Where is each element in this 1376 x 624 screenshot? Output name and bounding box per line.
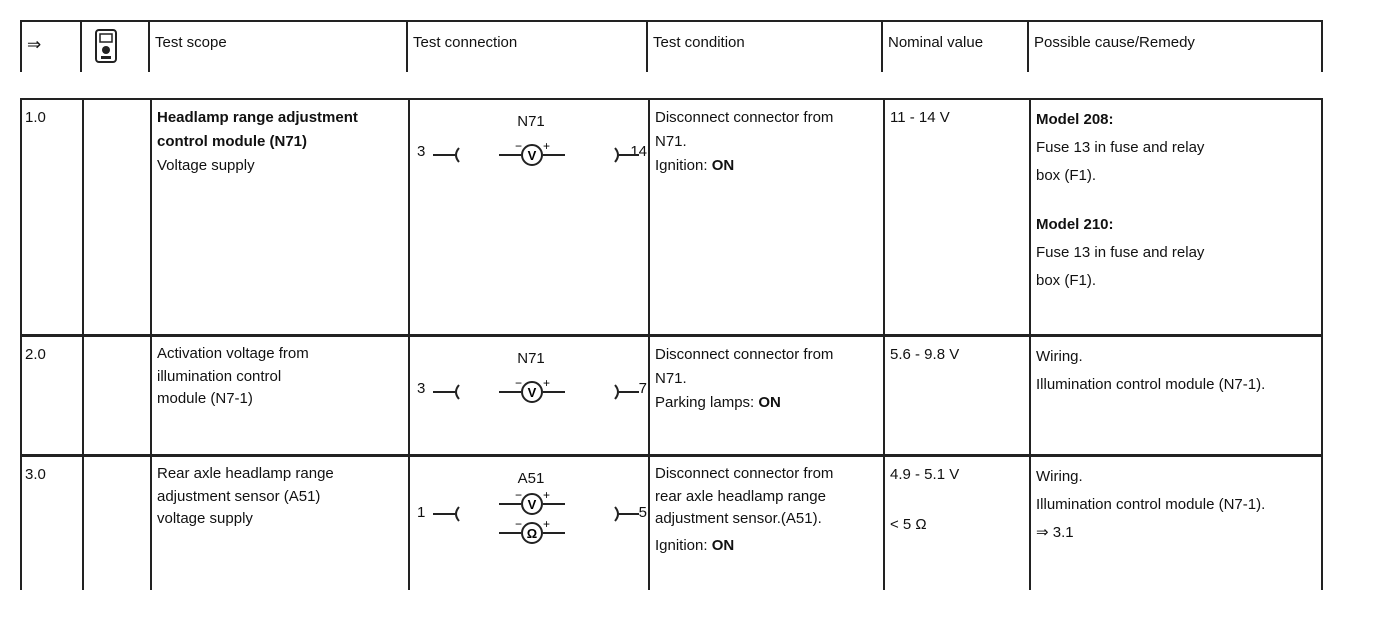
scope-line: Rear axle headlamp range [157,465,334,482]
test-condition [648,100,883,334]
scope-sub: Voltage supply [157,157,255,174]
remedy [1029,337,1325,454]
condition-line: Disconnect connector from [655,346,834,363]
svg-text:+: + [543,142,551,153]
test-condition [648,337,883,454]
test-condition [648,457,883,590]
remedy-line: Fuse 13 in fuse and relay [1036,244,1205,261]
header-test-scope: Test scope [148,22,406,72]
remedy-line: Wiring. [1036,348,1083,365]
remedy-line: box (F1). [1036,166,1097,184]
header-nominal-value: Nominal value [881,22,1027,72]
remedy-line: Illumination control module (N7-1). [1036,495,1266,513]
svg-text:−: − [515,491,523,502]
svg-text:V: V [527,497,537,512]
table-row [20,455,1323,590]
condition-label: Parking lamps: [655,394,759,411]
condition-line: Disconnect connector from [655,465,834,482]
tester-cell [82,100,150,334]
svg-text:−: − [515,517,523,531]
scope-line: adjustment sensor (A51) [157,487,321,505]
step-number: 2.0 [25,346,46,363]
connector-label: A51 [517,470,545,487]
table-header [20,20,1323,72]
connector-label: N71 [517,350,545,367]
header-remedy: Possible cause/Remedy [1027,22,1323,72]
step-number: 3.0 [25,466,46,483]
svg-text:V: V [527,148,537,163]
scope-line: voltage supply [157,510,253,527]
remedy [1029,100,1325,334]
connector-label: N71 [517,113,545,130]
condition-line: adjustment sensor.(A51). [655,510,822,527]
condition-value: ON [711,157,735,174]
test-scope [150,457,408,590]
condition-line: N71. [655,370,687,387]
scope-line: illumination control [157,367,282,385]
header-arrow-cell [20,22,80,72]
svg-text:+: + [543,517,551,531]
remedy-line: box (F1). [1036,271,1097,289]
condition-value: ON [758,394,781,411]
scope-title: control module (N71) [157,133,308,150]
remedy-line: ⇒ 3.1 [1036,523,1074,541]
nominal-value: 5.6 - 9.8 V [883,337,1029,454]
condition-line: N71. [655,133,687,150]
voltmeter-symbol-icon [429,379,645,405]
condition-value: ON [711,536,735,554]
nominal-value: 11 - 14 V [883,100,1029,334]
test-scope [150,100,408,334]
remedy-line: Illumination control module (N7-1). [1036,375,1266,393]
test-connection [408,457,648,590]
step-number: 1.0 [25,109,46,126]
test-connection [408,100,648,334]
arrow-icon: ⇒ [27,35,42,54]
condition-line: rear axle headlamp range [655,487,826,505]
condition-label: Ignition: [655,536,712,554]
svg-text:Ω: Ω [526,526,538,541]
tester-cell [82,337,150,454]
remedy-line: Wiring. [1036,468,1083,485]
voltmeter-symbol-icon [429,142,645,168]
svg-text:+: + [543,491,551,502]
pin-left: 1 [417,504,426,521]
svg-text:−: − [515,379,523,390]
voltmeter-ohmmeter-symbol-icon [429,491,645,547]
pin-right: 14 [630,143,647,160]
header-tester-cell [80,22,148,72]
pin-right: 5 [638,504,647,521]
nominal-line: < 5 Ω [890,516,927,533]
header-test-connection: Test connection [406,22,646,72]
tester-cell [82,457,150,590]
pin-left: 3 [417,143,426,160]
remedy-line: Fuse 13 in fuse and relay [1036,138,1205,156]
svg-text:−: − [515,142,523,153]
test-scope [150,337,408,454]
remedy-model: Model 210: [1036,216,1114,234]
svg-text:+: + [543,379,551,390]
pin-right: 7 [638,380,647,397]
handheld-tester-icon [94,28,118,64]
table-row [20,98,1323,336]
remedy-model: Model 208: [1036,111,1114,128]
scope-line: module (N7-1) [157,390,253,407]
table-row [20,335,1323,456]
remedy [1029,457,1325,590]
condition-line: Disconnect connector from [655,109,834,126]
condition-label: Ignition: [655,157,712,174]
nominal-value [883,457,1029,590]
svg-text:V: V [527,385,537,400]
scope-line: Activation voltage from [157,345,309,362]
header-test-condition: Test condition [646,22,881,72]
nominal-line: 4.9 - 5.1 V [890,466,960,483]
pin-left: 3 [417,380,426,397]
scope-title: Headlamp range adjustment [157,109,358,126]
test-connection [408,337,648,454]
